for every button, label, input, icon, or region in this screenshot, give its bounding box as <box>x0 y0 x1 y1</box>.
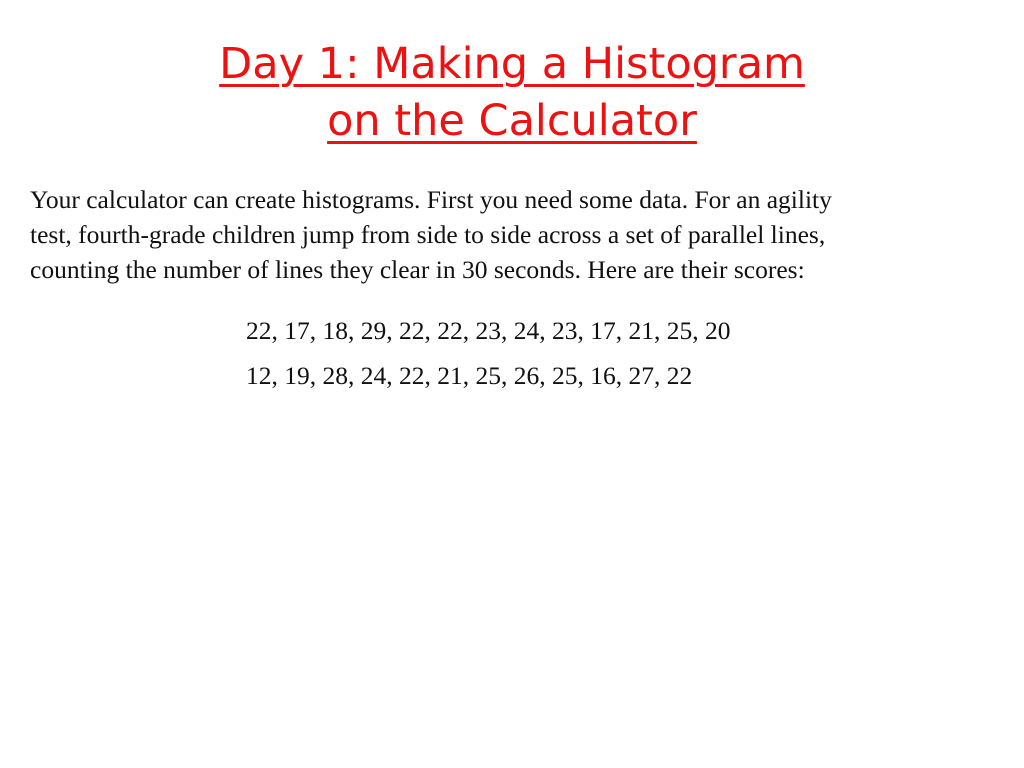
paragraph-line-3: counting the number of lines they clear in 30 seconds. Here are their scores: <box>30 255 805 284</box>
title-line-2: on the Calculator <box>327 96 697 146</box>
paragraph-line-1: Your calculator can create histograms. First you need some data. For an agility <box>30 185 832 214</box>
scores-list <box>246 308 731 398</box>
paragraph-line-2: test, fourth-grade children jump from side to side across a set of parallel lines, <box>30 220 826 249</box>
intro-paragraph <box>30 182 990 287</box>
scores-line-2: 12, 19, 28, 24, 22, 21, 25, 26, 25, 16, 27, 22 <box>246 361 693 390</box>
title-line-1: Day 1: Making a Histogram <box>219 39 805 89</box>
slide-title <box>0 36 1024 150</box>
scores-line-1: 22, 17, 18, 29, 22, 22, 23, 24, 23, 17, 21, 25, 20 <box>246 316 731 345</box>
